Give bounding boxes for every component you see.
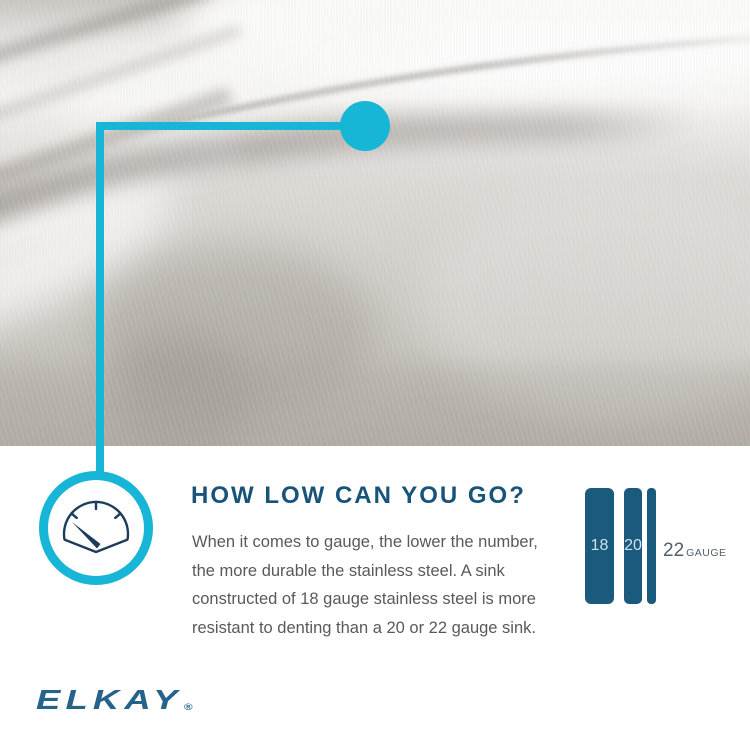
gauge-side-label-number: 22 [663,540,685,561]
gauge-side-label [663,540,727,562]
gauge-icon-circle [39,471,153,585]
body-line-4: resistant to denting than a 20 or 22 gauge sink. [192,618,536,637]
gauge-bar-22 [647,488,656,604]
body-line-3: constructed of 18 gauge stainless steel is more [192,590,536,608]
callout-vertical-line [96,122,104,475]
gauge-bar-20-label: 20 [624,537,642,554]
section-body [192,528,538,642]
callout-horizontal-line [96,122,348,130]
body-line-1: When it comes to gauge, the lower the number, [192,533,538,551]
elkay-logo [36,686,193,714]
registered-trademark-icon: ® [183,702,193,712]
speedometer-gauge-icon [58,498,134,558]
gauge-bar-18 [585,488,614,604]
gauge-side-label-unit: GAUGE [686,547,727,559]
gauge-bar-18-label: 18 [590,537,609,554]
section-heading: HOW LOW CAN YOU GO? [191,482,526,509]
callout-dot-icon [340,101,390,151]
gauge-bar-20 [624,488,642,604]
body-line-2: the more durable the stainless steel. A sink [192,561,505,580]
elkay-logo-text: ELKAY [36,684,183,715]
